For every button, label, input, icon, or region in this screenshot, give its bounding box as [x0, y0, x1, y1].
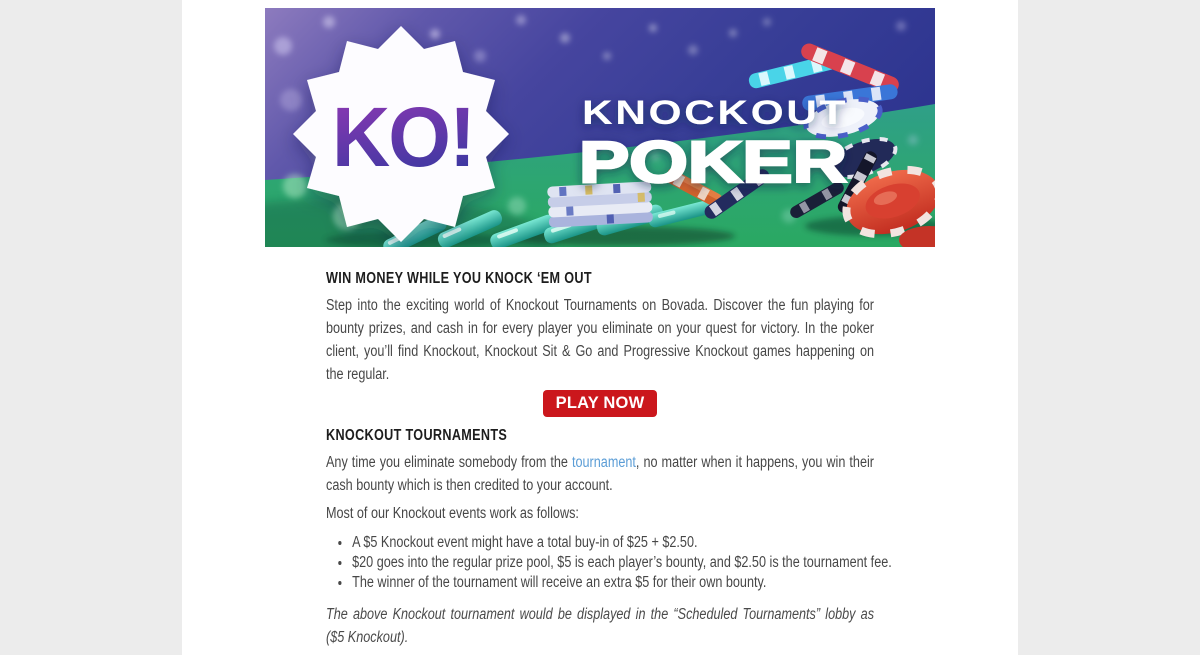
hero-banner [265, 8, 935, 247]
ko-badge-text: KO! [332, 90, 474, 184]
events-intro-paragraph: Most of our Knockout events work as follows: [326, 505, 579, 522]
tournaments-paragraph [326, 451, 874, 497]
tournaments-paragraph-before-link: Any time you eliminate somebody from the [326, 454, 572, 471]
section-heading-knockout-tournaments: KNOCKOUT TOURNAMENTS [326, 427, 508, 444]
tournament-link[interactable]: tournament [571, 454, 636, 471]
content-card [182, 0, 1018, 655]
list-item: • $20 goes into the regular prize pool, $5 is each player’s bounty, and $2.50 is the tournament fee. [350, 553, 898, 573]
section-heading-win-money: WIN MONEY WHILE YOU KNOCK ‘EM OUT [326, 270, 592, 287]
tournaments-paragraph-after-link: , no matter when it happens, you win their cash bounty which is then credited to your account. [326, 454, 875, 494]
hero-title-line2: POKER [579, 130, 847, 195]
list-item: • The winner of the tournament will receive an extra $5 for their own bounty. [350, 573, 898, 593]
article-body [326, 270, 892, 649]
lobby-note-italic: The above Knockout tournament would be displayed in the “Scheduled Tournaments” lobby as ($5 Knockout). [326, 606, 875, 646]
play-now-button[interactable]: PLAY NOW [543, 390, 658, 417]
win-money-paragraph: Step into the exciting world of Knockout Tournaments on Bovada. Discover the fun playing for bounty prizes, and cash in for every player you eliminate on your quest for victory. In the poker client, you’ll find Knockout, Knockout Sit & Go and Progressive Knockout games happening on the regular. [326, 297, 875, 383]
list-item: • A $5 Knockout event might have a total buy-in of $25 + $2.50. [350, 533, 898, 553]
cta-row [326, 390, 874, 417]
hero-title-line1: KNOCKOUT [582, 94, 848, 132]
knockout-rules-list [326, 533, 898, 593]
